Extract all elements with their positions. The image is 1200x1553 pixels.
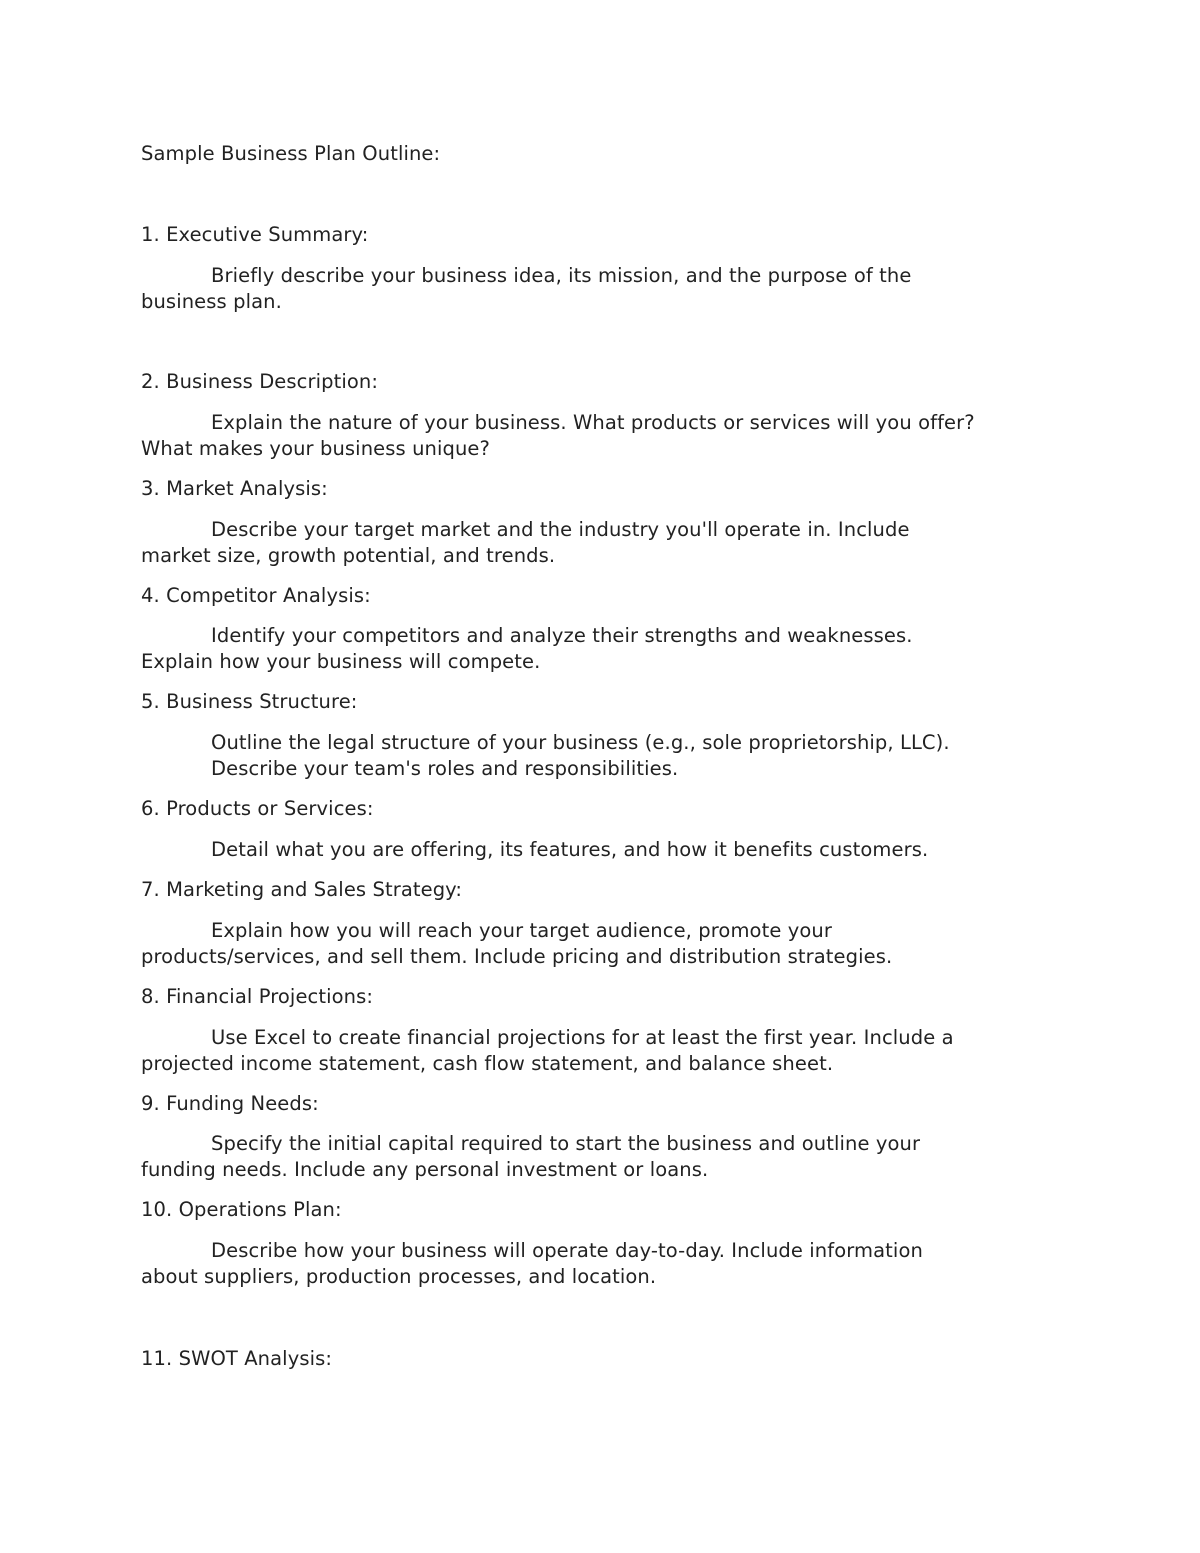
section-heading-marketing-and-sales-strategy: 7. Marketing and Sales Strategy: — [141, 878, 463, 901]
section-heading-operations-plan: 10. Operations Plan: — [141, 1198, 342, 1221]
section-heading-swot-analysis: 11. SWOT Analysis: — [141, 1347, 333, 1370]
section-heading-business-description: 2. Business Description: — [141, 370, 379, 393]
section-body-line: business plan. — [141, 290, 282, 313]
section-body-line: Detail what you are offering, its features, and how it benefits customers. — [211, 838, 929, 861]
section-body-line: products/services, and sell them. Include pricing and distribution strategies. — [141, 945, 893, 968]
section-heading-business-structure: 5. Business Structure: — [141, 690, 358, 713]
section-body-line: Use Excel to create financial projections for at least the first year. Include a — [211, 1026, 954, 1049]
section-heading-market-analysis: 3. Market Analysis: — [141, 477, 328, 500]
section-body-line: Identify your competitors and analyze their strengths and weaknesses. — [211, 624, 913, 647]
section-body-line: market size, growth potential, and trends. — [141, 544, 556, 567]
section-body-line: Describe your target market and the industry you'll operate in. Include — [211, 518, 910, 541]
section-body-line: about suppliers, production processes, and location. — [141, 1265, 657, 1288]
section-heading-products-or-services: 6. Products or Services: — [141, 797, 374, 820]
section-heading-funding-needs: 9. Funding Needs: — [141, 1092, 319, 1115]
section-heading-financial-projections: 8. Financial Projections: — [141, 985, 374, 1008]
section-heading-executive-summary: 1. Executive Summary: — [141, 223, 369, 246]
section-body-line: Describe your team's roles and responsibilities. — [211, 757, 679, 780]
section-body-line: funding needs. Include any personal investment or loans. — [141, 1158, 709, 1181]
section-body-line: What makes your business unique? — [141, 437, 490, 460]
section-body-line: Explain the nature of your business. What products or services will you offer? — [211, 411, 975, 434]
section-body-line: projected income statement, cash flow statement, and balance sheet. — [141, 1052, 834, 1075]
section-body-line: Specify the initial capital required to start the business and outline your — [211, 1132, 921, 1155]
section-body-line: Briefly describe your business idea, its mission, and the purpose of the — [211, 264, 912, 287]
section-body-line: Explain how your business will compete. — [141, 650, 541, 673]
section-body-line: Explain how you will reach your target audience, promote your — [211, 919, 832, 942]
section-heading-competitor-analysis: 4. Competitor Analysis: — [141, 584, 371, 607]
document-title: Sample Business Plan Outline: — [141, 142, 441, 165]
section-body-line: Outline the legal structure of your business (e.g., sole proprietorship, LLC). — [211, 731, 950, 754]
section-body-line: Describe how your business will operate day-to-day. Include information — [211, 1239, 923, 1262]
